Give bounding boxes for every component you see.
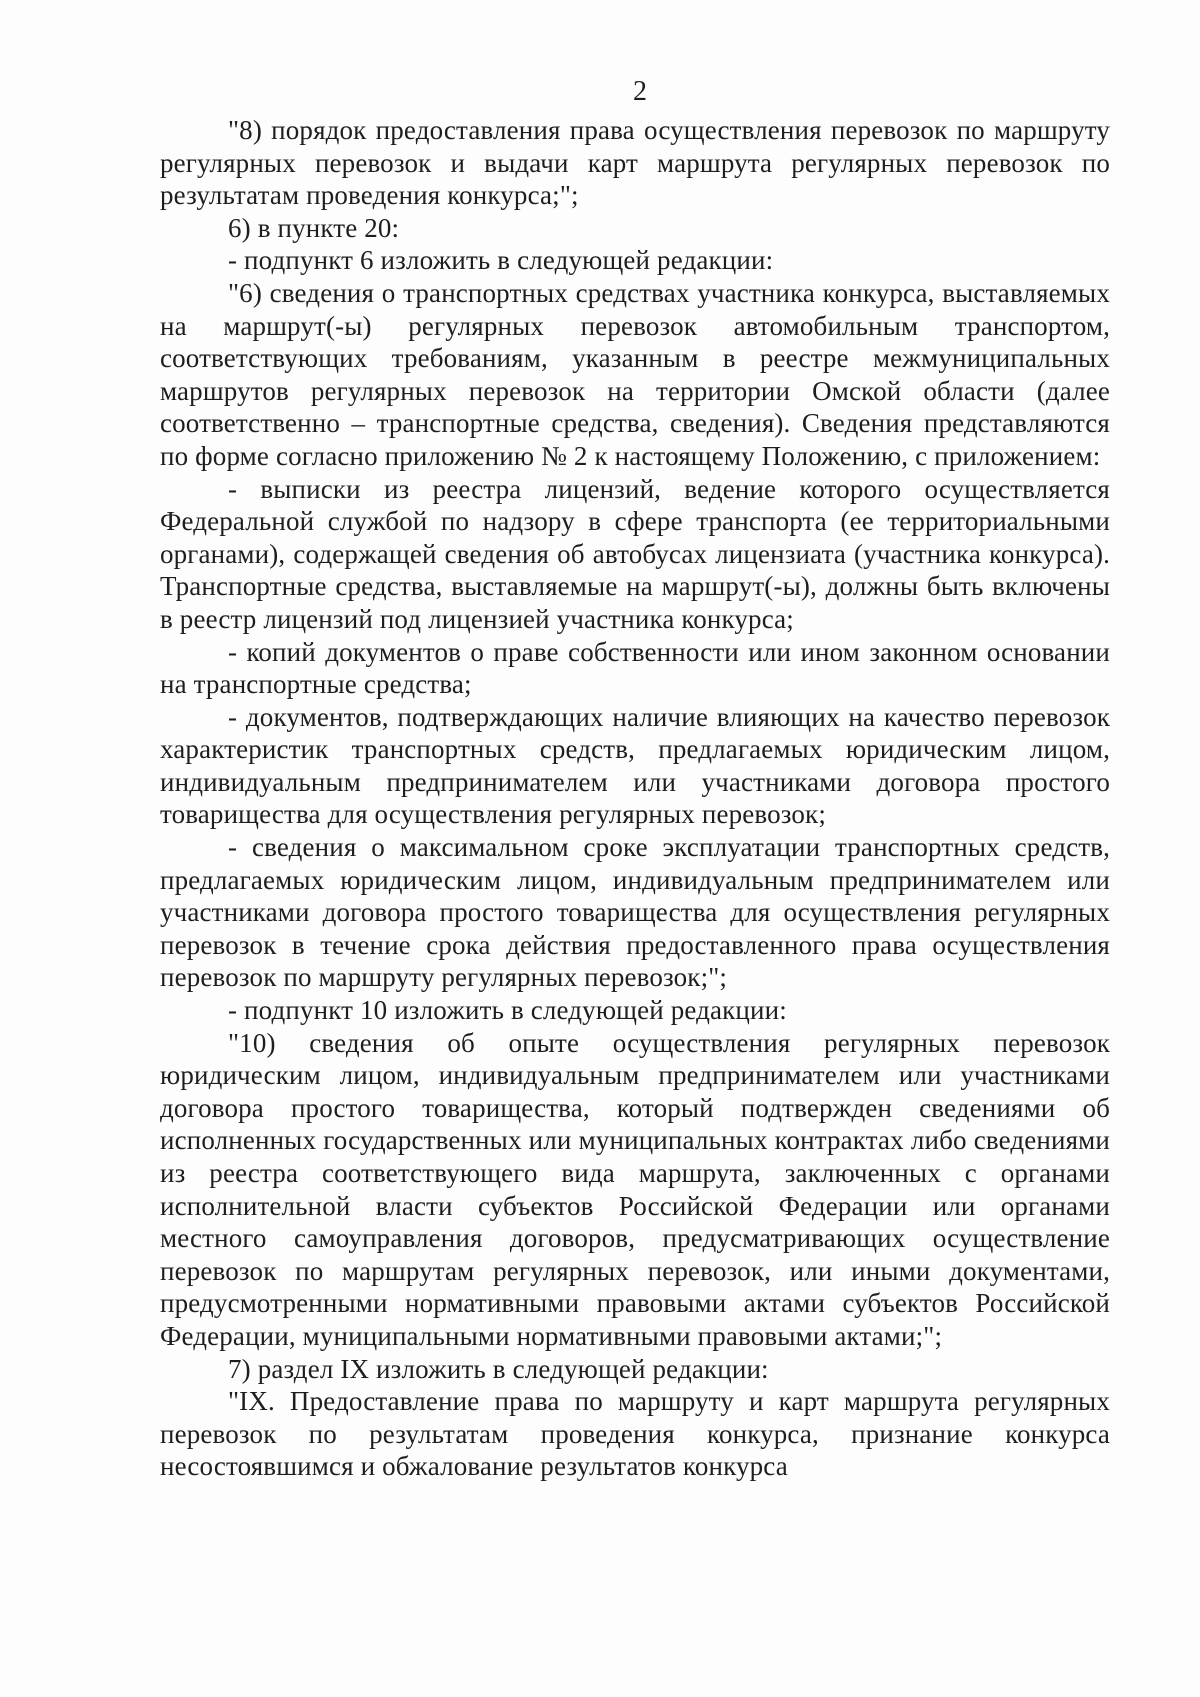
paragraph-subpoint-10-intro: - подпункт 10 изложить в следующей редакции:	[228, 995, 787, 1026]
paragraph-item-8: "8) порядок предоставления права осуществления перевозок по маршруту регулярных перевозок и выдачи карт маршрута регулярных перевозок по результатам проведения конкурса;";	[160, 115, 1110, 211]
paragraph-license-extract: - выписки из реестра лицензий, ведение которого осуществляется Федеральной службой по надзору в сфере транспорта (ее территориальными органами), содержащей сведения об автобусах лицензиата (участника конкурса). Транспортные средства, выставляемые на маршрут(-ы), должны быть включены в реестр лицензий под лицензией участника конкурса;	[160, 473, 1110, 634]
paragraph-max-service-life: - сведения о максимальном сроке эксплуатации транспортных средств, предлагаемых юридическим лицом, индивидуальным предпринимателем или участниками договора простого товарищества для осуществления регулярных перевозок в течение срока действия предоставленного права осуществления перевозок по маршруту регулярных перевозок;";	[160, 832, 1110, 993]
paragraph-section-ix-title: "IX. Предоставление права по маршруту и карт маршрута регулярных перевозок по результатам проведения конкурса, признание конкурса несостоявшимся и обжалование результатов конкурса	[160, 1386, 1110, 1482]
paragraph-subpoint-10-text: "10) сведения об опыте осуществления регулярных перевозок юридическим лицом, индивидуальным предпринимателем или участниками договора простого товарищества, который подтвержден сведениями об исполненных государственных или муниципальных контрактах либо сведениями из реестра соответствующего вида маршрута, заключенных с органами исполнительной власти субъектов Российской Федерации или органами местного самоуправления договоров, предусматривающих осуществление перевозок по маршрутам регулярных перевозок, или иными документами, предусмотренными нормативными правовыми актами субъектов Российской Федерации, муниципальными нормативными правовыми актами;";	[160, 1027, 1110, 1351]
paragraph-subpoint-6-intro: - подпункт 6 изложить в следующей редакции:	[228, 245, 774, 276]
paragraph-subpoint-6-text: "6) сведения о транспортных средствах участника конкурса, выставляемых на маршрут(-ы) регулярных перевозок автомобильным транспортом, соответствующих требованиям, указанным в реестре межмуниципальных маршрутов регулярных перевозок на территории Омской области (далее соответственно – транспортные средства, сведения). Сведения представляются по форме согласно приложению № 2 к настоящему Положению, с приложением:	[160, 277, 1110, 471]
paragraph-quality-documents: - документов, подтверждающих наличие влияющих на качество перевозок характеристик транспортных средств, предлагаемых юридическим лицом, индивидуальным предпринимателем или участниками договора простого товарищества для осуществления регулярных перевозок;	[160, 701, 1110, 830]
paragraph-point-6: 6) в пункте 20:	[228, 212, 400, 243]
paragraph-point-7: 7) раздел IX изложить в следующей редакции:	[228, 1353, 769, 1384]
page-number: 2	[633, 76, 647, 107]
document-body	[160, 114, 1110, 1483]
paragraph-ownership-copies: - копий документов о праве собственности или ином законном основании на транспортные средства;	[160, 636, 1110, 700]
